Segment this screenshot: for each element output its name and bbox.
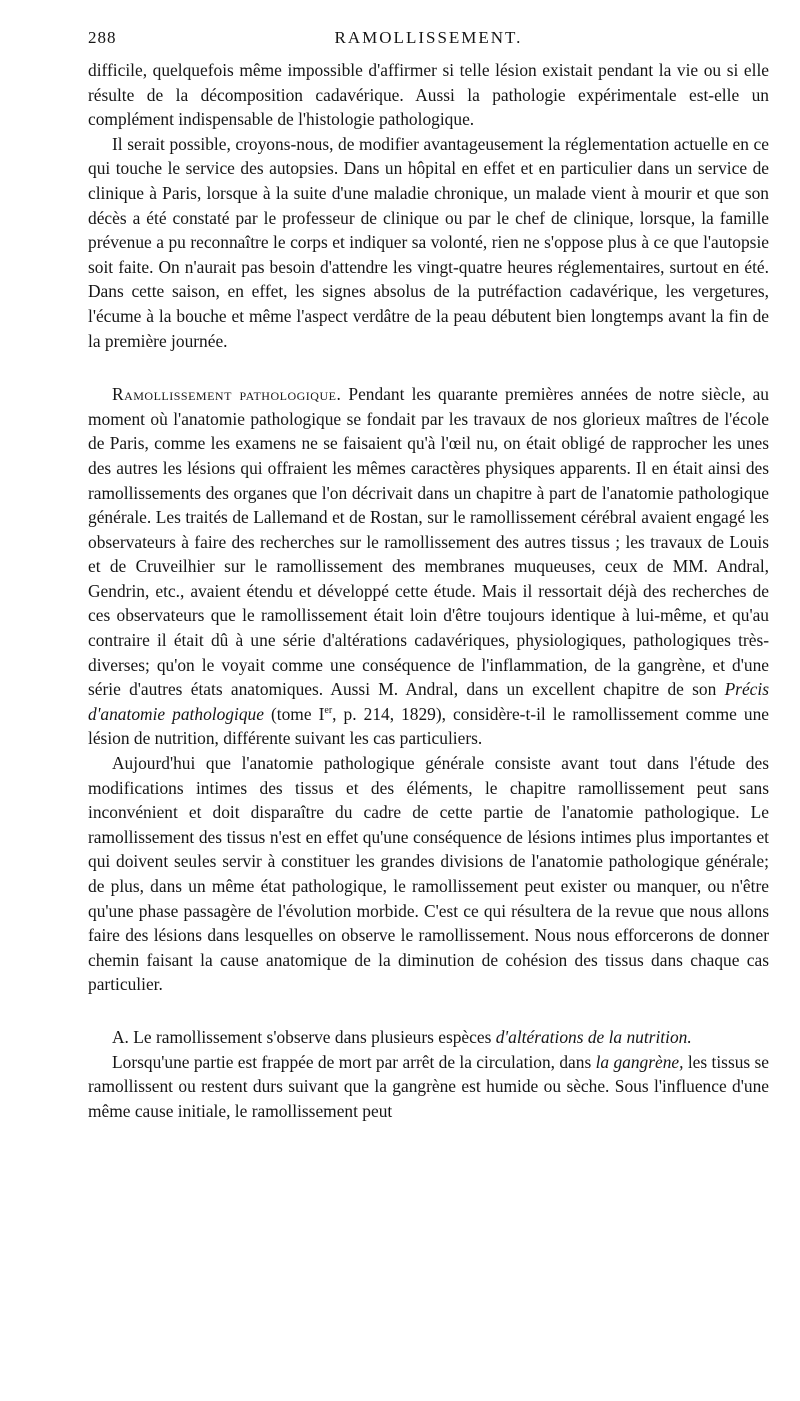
paragraph-autopsy-regulation: Il serait possible, croyons-nous, de modifier avantageusement la réglementation actuelle en ce qui touche le service des autopsies. Dans un hôpital en effet et en particulier dans un service de clinique à Paris, lorsque à la suite d'une maladie chronique, un malade vient à mourir et que son décès a été constaté par le professeur de clinique ou par le chef de clinique, lorsque, la famille prévenue a pu reconnaître le corps et indiquer sa volonté, rien ne s'oppose plus à ce que l'autopsie soit faite. On n'aurait pas besoin d'attendre les vingt-quatre heures réglementaires, surtout en été. Dans cette saison, en effet, les signes absolus de la putréfaction cadavérique, les vergetures, l'écume à la bouche et même l'aspect verdâtre de la peau débutent bien longtemps avant la fin de la première journée. <box>88 133 769 351</box>
paragraph-text: Lorsqu'une partie est frappée de mort par arrêt de la circulation, dans <box>112 1051 596 1072</box>
paragraph-continuation: difficile, quelquefois même impossible d'affirmer si telle lésion existait pendant la vie ou si elle résulte de la décomposition cadavérique. Aussi la pathologie expérimentale est-elle un complément indispensable de l'histologie pathologique. <box>88 60 769 130</box>
page-number: 288 <box>88 28 117 47</box>
emphasis-text: la gangrène, <box>595 1051 684 1072</box>
paragraph-text: Pendant les quarante premières années de notre siècle, au moment où l'anatomie pathologique se fondait par les travaux de nos glorieux maîtres de l'école de Paris, comme les examens ne se faisaient qu'à l'œil nu, on était obligé de rapprocher les unes des autres les lésions qui offraient les mêmes caractères physiques apparents. Il en était ainsi des ramollissements des organes que l'on décrivait dans un chapitre à part de l'anatomie pathologique générale. Les traités de Lallemand et de Rostan, sur le ramollissement cérébral avaient engagé les observateurs à faire des recherches sur le ramollissement des autres tissus ; les travaux de Louis et de Cruveilhier sur le ramollissement des membranes muqueuses, ceux de MM. Andral, Gendrin, etc., avaient étendu et développé cette étude. Mais il ressortait déjà des recherches de ces observateurs que le ramollissement était loin d'être toujours identique à lui-même, et qu'au contraire il était dû à une série d'altérations cadavériques, physiologiques, pathologiques très-diverses; qu'on le voyait comme une conséquence de l'inflammation, de la gangrène, et d'une série d'autres états anatomiques. Aussi M. Andral, dans un excellent chapitre de son <box>88 384 769 700</box>
paragraph-pathological-softening <box>88 382 769 751</box>
book-title: Précis d'anatomie pathologique <box>88 679 769 724</box>
book-page <box>88 28 769 1123</box>
paragraph-section-a <box>88 1025 769 1050</box>
section-heading: Ramollissement pathologique. <box>112 384 342 405</box>
running-title: RAMOLLISSEMENT. <box>334 28 523 47</box>
paragraph-modern-anatomy: Aujourd'hui que l'anatomie pathologique générale consiste avant tout dans l'étude des modifications intimes des tissus et des éléments, le chapitre ramollissement peut sans inconvénient et doit disparaître du cadre de cette partie de l'anatomie pathologique. Le ramollissement des tissus n'est en effet qu'une conséquence de lésions intimes plus importantes et qui doivent seules servir à constituer les grandes divisions de l'anatomie pathologique générale; de plus, dans un même état pathologique, le ramollissement peut exister ou manquer, ou n'être qu'une phase passagère de l'évolution morbide. C'est ce qui résultera de la revue que nous allons faire des lésions dans lesquelles on observe le ramollissement. Nous nous efforcerons de donner chemin faisant la cause anatomique de la diminution de cohésion des tissus dans chaque cas particulier. <box>88 753 769 995</box>
paragraph-text: les tissus se ramollissent ou restent durs suivant que la gangrène est humide ou sèche. Sous l'influence d'une même cause initiale, le ramollissement peut <box>88 1051 770 1121</box>
paragraph-text: A. Le ramollissement s'observe dans plusieurs espèces <box>112 1026 496 1047</box>
superscript: er <box>324 705 333 717</box>
paragraph-gangrene <box>88 1050 769 1124</box>
paragraph-text: , p. 214, 1829), considère-t-il le ramollissement comme une lésion de nutrition, différente suivant les cas particuliers. <box>88 703 769 749</box>
paragraph-text: (tome I <box>263 703 325 724</box>
emphasis-text: d'altérations de la nutrition. <box>495 1026 692 1047</box>
running-head <box>88 28 769 58</box>
